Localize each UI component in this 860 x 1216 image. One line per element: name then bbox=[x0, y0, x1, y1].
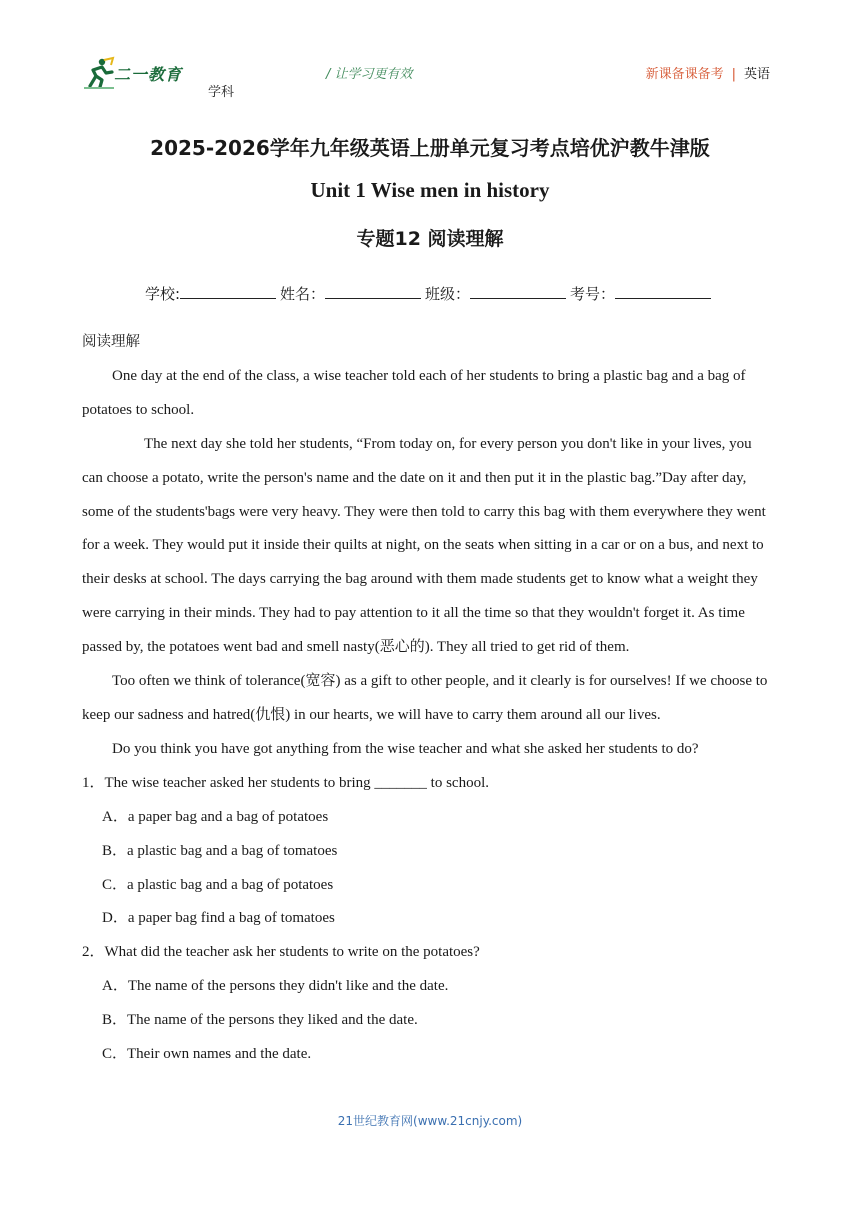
passage-paragraph-3: Too often we think of tolerance(宽容) as a gift to other people, and it clearly is for ourselves! If we choose to keep our sadness and hatred(仇恨) in our hearts, we will have to carry them around all our lives. bbox=[82, 673, 768, 723]
section-label: 阅读理解 bbox=[82, 334, 140, 350]
header-right bbox=[646, 63, 770, 82]
name-blank[interactable] bbox=[325, 284, 421, 299]
question-2-option-c[interactable]: C．Their own names and the date. bbox=[102, 1046, 312, 1063]
runner-logo-icon bbox=[82, 56, 116, 90]
question-1-option-a[interactable]: A．a paper bag and a bag of potatoes bbox=[102, 808, 329, 825]
question-1-option-c[interactable]: C．a plastic bag and a bag of potatoes bbox=[102, 876, 334, 893]
page-footer[interactable]: 21世纪教育网(www.21cnjy.com) bbox=[337, 1114, 523, 1128]
subject-label: 学科 bbox=[208, 85, 235, 100]
course-label: 新课备课备考 bbox=[645, 67, 724, 82]
logo-text: 二一教育 bbox=[114, 65, 183, 84]
main-content bbox=[82, 326, 776, 1072]
unit-title: Unit 1 Wise men in history bbox=[310, 178, 550, 202]
topic-title: 专题12 阅读理解 bbox=[356, 228, 504, 250]
question-1-option-d[interactable]: D．a paper bag find a bag of tomatoes bbox=[102, 910, 335, 927]
header-separator: | bbox=[731, 67, 736, 82]
class-blank[interactable] bbox=[470, 284, 566, 299]
question-1-option-b[interactable]: B．a plastic bag and a bag of tomatoes bbox=[102, 842, 338, 859]
subject-name: 英语 bbox=[743, 67, 770, 82]
name-label: 姓名： bbox=[280, 285, 326, 303]
passage-paragraph-1: One day at the end of the class, a wise teacher told each of her students to bring a plastic bag and a bag of potatoes to school. bbox=[82, 367, 746, 418]
passage-paragraph-2: The next day she told her students, “From today on, for every person you don't like in your lives, you can choose a potato, write the person's name and the date on it and then put it in the plastic bag.”Day after day, some of the students'bags were very heavy. They were then told to carry this bag with them everywhere they went for a week. They would put it inside their quilts at night, on the seats when sitting in a car or on a bus, and next to their desks at school. The days carrying the bag around with them made students get to know what a weight they were carrying in their minds. They had to pay attention to it all the time so that they wouldn't forget it. As time passed by, the potatoes went bad and smell nasty(恶心的). They all tried to get rid of them. bbox=[82, 435, 766, 656]
document-title: 2025-2026学年九年级英语上册单元复习考点培优沪教牛津版 bbox=[150, 136, 710, 160]
slogan: / 让学习更有效 bbox=[326, 67, 413, 82]
school-blank[interactable] bbox=[180, 284, 276, 299]
logo bbox=[82, 56, 192, 90]
student-info-line bbox=[0, 283, 860, 304]
question-2-stem: 2．What did the teacher ask her students to write on the potatoes? bbox=[82, 944, 480, 961]
school-label: 学校: bbox=[144, 285, 180, 303]
passage-paragraph-4: Do you think you have got anything from the wise teacher and what she asked her students to do? bbox=[112, 740, 699, 757]
page-header bbox=[0, 0, 860, 100]
class-label: 班级： bbox=[425, 285, 471, 303]
question-1-stem: 1．The wise teacher asked her students to bring _______ to school. bbox=[82, 774, 489, 791]
number-label: 考号： bbox=[570, 285, 616, 303]
question-2-option-a[interactable]: A．The name of the persons they didn't like and the date. bbox=[102, 978, 449, 995]
question-2-option-b[interactable]: B．The name of the persons they liked and the date. bbox=[102, 1012, 418, 1029]
number-blank[interactable] bbox=[615, 284, 711, 299]
